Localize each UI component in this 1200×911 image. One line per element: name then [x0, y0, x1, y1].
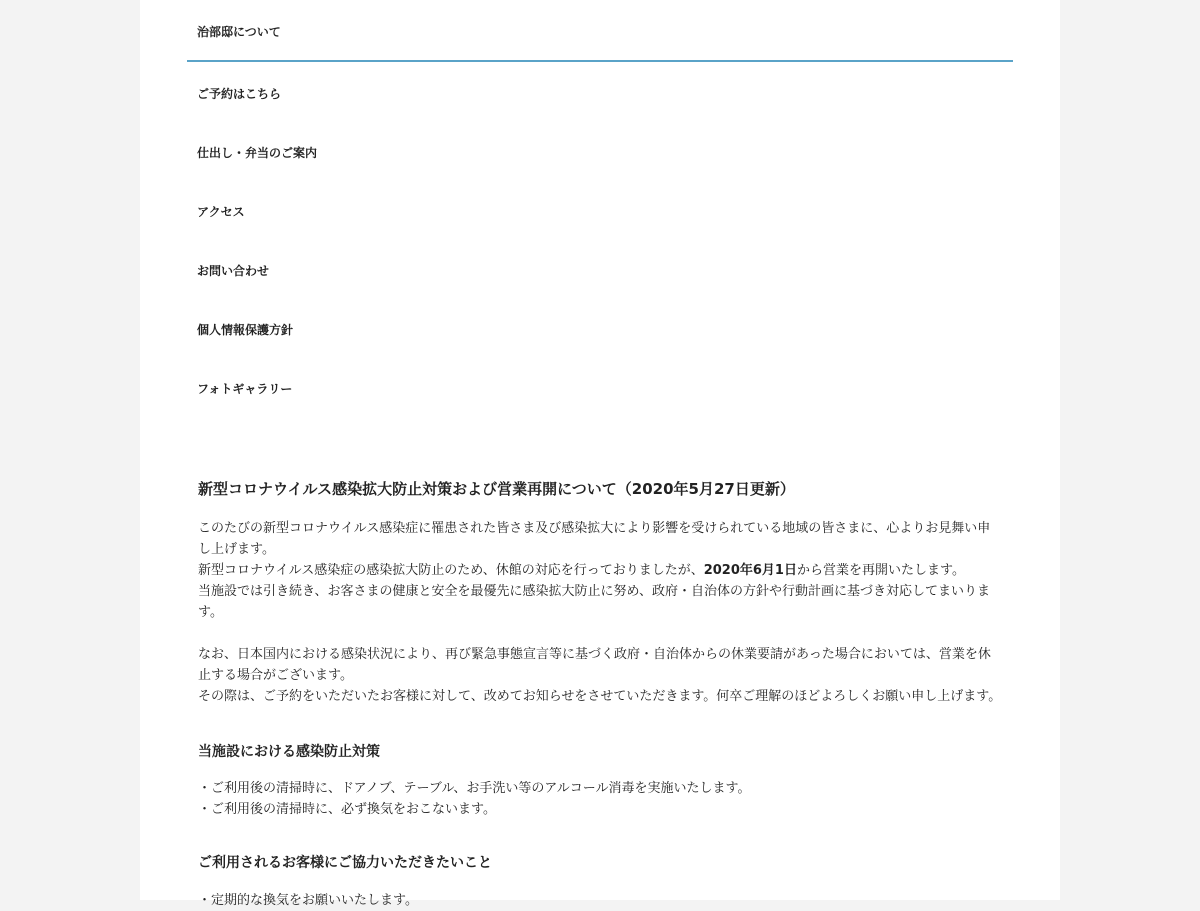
intro-paragraph [198, 518, 1003, 623]
nav-item-reservation[interactable]: ご予約はこちら [197, 87, 282, 101]
section-heading-prevention: 当施設における感染防止対策 [198, 744, 380, 760]
nav-item-about[interactable]: 治部邸について [187, 0, 1013, 62]
nav-item-catering[interactable]: 仕出し・弁当のご案内 [197, 146, 318, 160]
nav-item-photo-gallery[interactable]: フォトギャラリー [197, 382, 293, 396]
main-nav [187, 0, 1013, 416]
notice-line-closure: なお、日本国内における感染状況により、再び緊急事態宣言等に基づく政府・自治体からの休業要請があった場合においては、営業を休止する場合がございます。 [198, 647, 991, 683]
article-title: 新型コロナウイルス感染拡大防止対策および営業再開について（2020年5月27日更新） [198, 480, 795, 498]
list-item: ・ご利用後の清掃時に、ドアノブ、テーブル、お手洗い等のアルコール消毒を実施いたします。 [198, 781, 751, 796]
article-content [198, 478, 1003, 911]
nav-item-privacy-policy[interactable]: 個人情報保護方針 [197, 323, 294, 337]
intro-line-policy: 当施設では引き続き、お客さまの健康と安全を最優先に感染拡大防止に努め、政府・自治体の方針や行動計画に基づき対応してまいります。 [198, 584, 990, 620]
cooperation-list [198, 890, 1003, 911]
notice-paragraph [198, 644, 1003, 707]
intro-line-sympathy: このたびの新型コロナウイルス感染症に罹患された皆さま及び感染拡大により影響を受けられている地域の皆さまに、心よりお見舞い申し上げます。 [198, 521, 991, 557]
reopening-text-post: から営業を再開いたします。 [796, 563, 965, 578]
reopening-date: 2020年6月1日 [703, 563, 797, 578]
nav-item-access[interactable]: アクセス [197, 205, 245, 219]
prevention-list [198, 778, 1003, 820]
section-heading-cooperation: ご利用されるお客様にご協力いただきたいこと [198, 855, 492, 871]
intro-line-reopening [198, 560, 1003, 581]
reopening-text-pre: 新型コロナウイルス感染症の感染拡大防止のため、休館の対応を行っておりましたが、 [198, 563, 704, 578]
notice-line-contact: その際は、ご予約をいただいたお客様に対して、改めてお知らせをさせていただきます。何卒ご理解のほどよろしくお願い申し上げます。 [198, 689, 1002, 704]
list-item: ・定期的な換気をお願いいたします。 [198, 893, 418, 908]
list-item: ・ご利用後の清掃時に、必ず換気をおこないます。 [198, 802, 496, 817]
nav-item-contact[interactable]: お問い合わせ [197, 264, 270, 278]
page-container [140, 0, 1060, 908]
